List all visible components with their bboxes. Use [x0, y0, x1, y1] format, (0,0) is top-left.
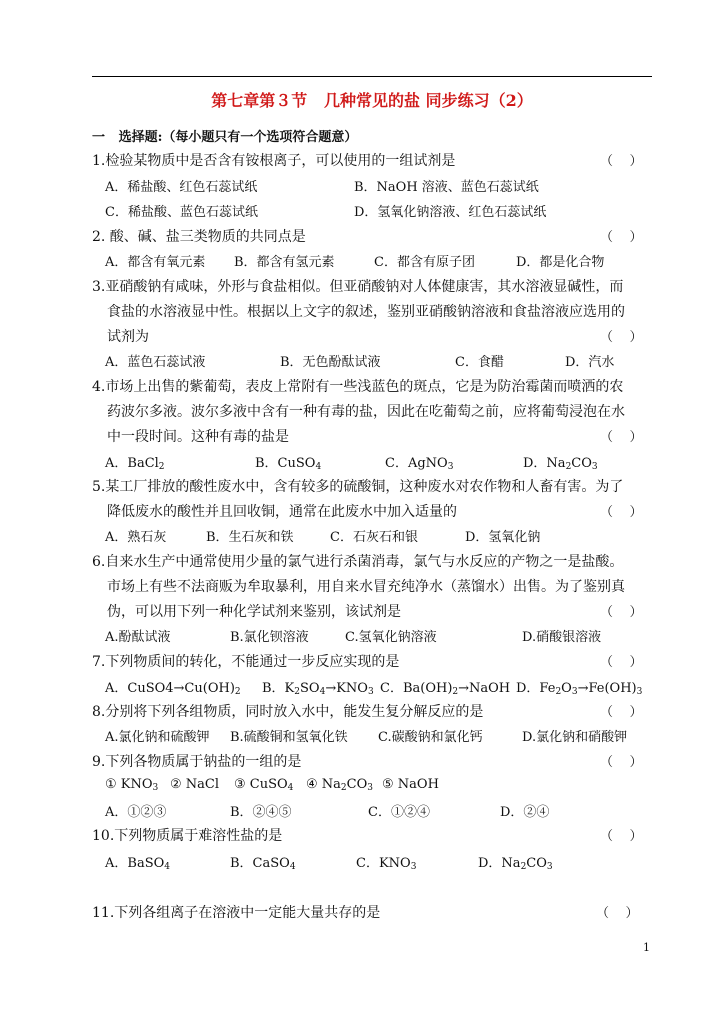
answer-blank-7[interactable]: （ ）	[600, 655, 643, 670]
q8-option-a: A.氯化钠和硫酸钾	[105, 730, 210, 745]
question-6-line-3: 伪，可以用下列一种化学试剂来鉴别，该试剂是	[107, 604, 401, 620]
answer-blank-9[interactable]: （ ）	[600, 755, 643, 770]
q4-option-b: B．CuSO$_4$	[255, 456, 322, 472]
q4-option-d: D．$Na_2CO_3$	[523, 456, 598, 472]
answer-blank-5[interactable]: （ ）	[600, 505, 643, 520]
q9-item-1: ① $KNO_3$	[105, 777, 159, 793]
q1-option-d: D．氢氧化钠溶液、红色石蕊试纸	[354, 205, 547, 220]
q6-option-d: D.硝酸银溶液	[522, 630, 602, 645]
question-3-line-1: 3.亚硝酸钠有咸味，外形与食盐相似。但亚硝酸钠对人体健康害，其水溶液显碱性，而	[92, 279, 624, 295]
q5-option-a: A．熟石灰	[105, 530, 167, 545]
q5-option-d: D．氢氧化钠	[465, 530, 541, 545]
q3-option-c: C．食醋	[455, 355, 504, 370]
q9-option-c: C．①②④	[368, 805, 430, 820]
q1-option-a: A．稀盐酸、红色石蕊试纸	[105, 180, 258, 195]
q9-option-d: D．②④	[500, 805, 550, 820]
page-title: 第七章第３节 几种常见的盐 同步练习（2）	[211, 91, 533, 110]
answer-blank-6[interactable]: （ ）	[600, 605, 643, 620]
q5-option-c: C．石灰石和银	[330, 530, 418, 545]
q10-option-c: C．$KNO_3$	[356, 856, 417, 872]
question-8-stem: 8.分别将下列各组物质，同时放入水中，能发生复分解反应的是	[92, 704, 484, 720]
question-5-line-1: 5.某工厂排放的酸性废水中，含有较多的硫酸铜，这种废水对农作物和人畜有害。为了	[92, 479, 624, 495]
question-5-line-2: 降低废水的酸性并且回收铜，通常在此废水中加入适量的	[107, 504, 457, 520]
question-1-stem: 1.检验某物质中是否含有铵根离子，可以使用的一组试剂是	[92, 153, 456, 169]
question-3-line-2: 食盐的水溶液显中性。根据以上文字的叙述，鉴别亚硝酸钠溶液和食盐溶液应选用的	[107, 304, 625, 320]
q3-option-a: A．蓝色石蕊试液	[105, 355, 206, 370]
q1-option-b: B．NaOH 溶液、蓝色石蕊试纸	[354, 180, 539, 195]
answer-blank-3[interactable]: （ ）	[600, 330, 643, 345]
q2-option-d: D．都是化合物	[516, 255, 605, 270]
q6-option-a: A.酚酞试液	[105, 630, 171, 645]
q7-option-a: A．$CuSO4\to Cu(OH)_2$	[105, 681, 241, 697]
section-heading: 一 选择题:（每小题只有一个选项符合题意）	[92, 130, 358, 145]
question-6-line-1: 6.自来水生产中通常使用少量的氯气进行杀菌消毒，氯气与水反应的产物之一是盐酸。	[92, 554, 624, 570]
question-3-line-3: 试剂为	[107, 329, 149, 345]
q8-option-c: C.碳酸钠和氯化钙	[378, 730, 483, 745]
q10-option-a: A．BaSO$_4$	[105, 856, 170, 872]
q6-option-c: C.氢氧化钠溶液	[345, 630, 437, 645]
q10-option-d: D．$Na_2CO_3$	[478, 856, 553, 872]
q5-option-b: B．生石灰和铁	[206, 530, 294, 545]
question-4-line-3: 中一段时间。这种有毒的盐是	[107, 429, 289, 445]
question-2-stem: 2. 酸、碱、盐三类物质的共同点是	[92, 229, 306, 245]
q9-item-3: ③ CuSO$_4$	[234, 777, 294, 793]
answer-blank-1[interactable]: （ ）	[600, 154, 643, 169]
q7-option-d: D．$Fe_2O_3\to Fe(OH)_3$	[516, 681, 643, 697]
q9-option-a: A．①②③	[105, 805, 167, 820]
answer-blank-8[interactable]: （ ）	[600, 705, 643, 720]
q3-option-b: B．无色酚酞试液	[280, 355, 381, 370]
answer-blank-4[interactable]: （ ）	[600, 430, 643, 445]
q1-option-c: C．稀盐酸、蓝色石蕊试纸	[105, 205, 258, 220]
q6-option-b: B.氯化钡溶液	[230, 630, 309, 645]
question-4-line-2: 药波尔多液。波尔多液中含有一种有毒的盐，因此在吃葡萄之前，应将葡萄浸泡在水	[107, 404, 625, 420]
q8-option-d: D.氯化钠和硝酸钾	[522, 730, 628, 745]
q7-option-b: B．$K_2SO_4\to KNO_3$	[262, 681, 374, 697]
answer-blank-2[interactable]: （ ）	[600, 230, 643, 245]
question-7-stem: 7.下列物质间的转化，不能通过一步反应实现的是	[92, 654, 400, 670]
q9-option-b: B．②④⑤	[230, 805, 292, 820]
header-rule	[92, 76, 652, 77]
question-10-stem: 10.下列物质属于难溶性盐的是	[92, 828, 283, 844]
question-11-stem: 11.下列各组离子在溶液中一定能大量共存的是	[92, 905, 381, 921]
q3-option-d: D．汽水	[565, 355, 615, 370]
q2-option-c: C．都含有原子团	[374, 255, 475, 270]
q9-item-4: ④ $Na_2CO_3$	[306, 777, 373, 793]
q9-item-2: ② NaCl	[170, 777, 220, 792]
q2-option-a: A．都含有氧元素	[105, 255, 206, 270]
question-4-line-1: 4.市场上出售的紫葡萄，表皮上常附有一些浅蓝色的斑点，它是为防治霉菌而喷洒的农	[92, 379, 624, 395]
question-9-stem: 9.下列各物质属于钠盐的一组的是	[92, 754, 302, 770]
answer-blank-11[interactable]: （ ）	[596, 906, 639, 921]
q8-option-b: B.硫酸铜和氢氧化铁	[230, 730, 348, 745]
q9-item-5: ⑤ NaOH	[382, 777, 439, 792]
q4-option-c: C．AgNO$_3$	[385, 456, 454, 472]
page-number: 1	[643, 941, 650, 954]
question-6-line-2: 市场上有些不法商贩为牟取暴利，用自来水冒充纯净水（蒸馏水）出售。为了鉴别真	[107, 579, 625, 595]
answer-blank-10[interactable]: （ ）	[600, 829, 643, 844]
q10-option-b: B．CaSO$_4$	[230, 856, 296, 872]
q2-option-b: B．都含有氢元素	[234, 255, 335, 270]
q4-option-a: A．BaCl$_2$	[105, 456, 165, 472]
q7-option-c: C．$Ba(OH)_2\to NaOH$	[380, 681, 511, 697]
